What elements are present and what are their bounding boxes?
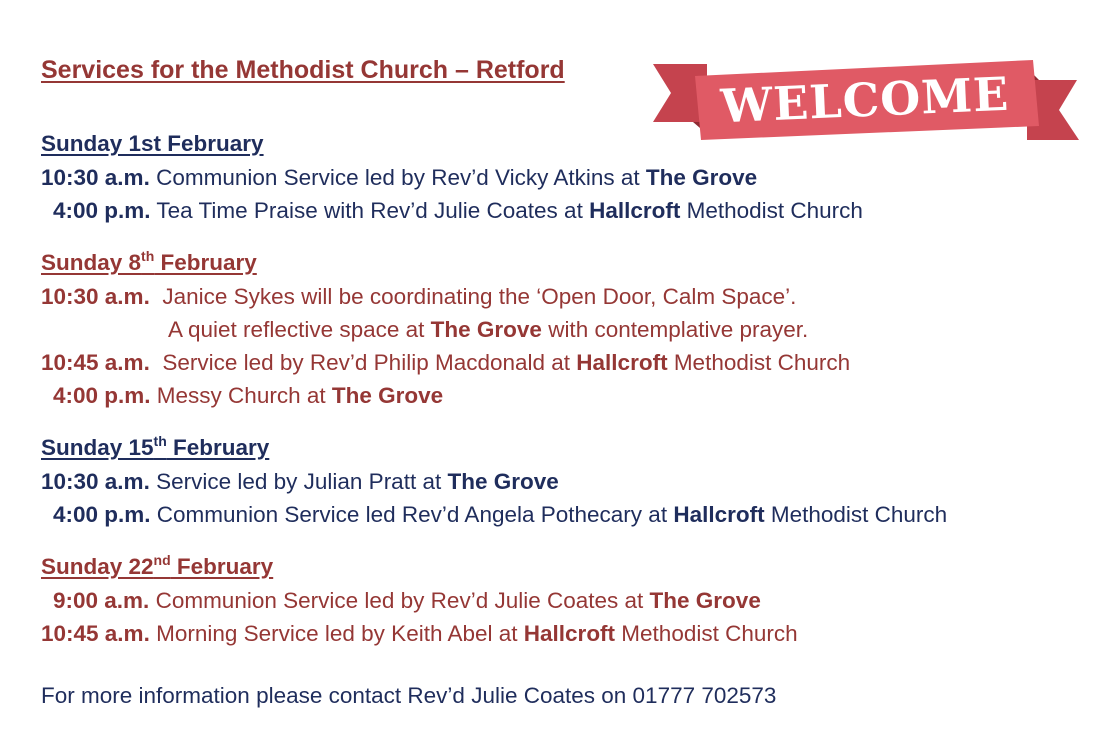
service-time: 10:30 a.m. [41, 469, 150, 494]
venue-name: Hallcroft [523, 621, 616, 646]
service-description: Messy Church at [150, 383, 332, 408]
venue-name: Hallcroft [576, 350, 668, 375]
venue-suffix: Methodist Church [667, 350, 851, 375]
venue-suffix: Methodist Church [615, 621, 798, 646]
banner-text: WELCOME [719, 66, 1011, 134]
service-time: 4:00 p.m. [53, 198, 151, 223]
service-row [41, 346, 1101, 379]
day-heading-text: Sunday 22 [41, 554, 154, 579]
service-description: Morning Service led by Keith Abel at [149, 621, 524, 646]
venue-name: Hallcroft [589, 198, 681, 223]
day-heading-text: Sunday 8 [41, 250, 142, 275]
day-heading-month: February [170, 554, 274, 579]
venue-name: The Grove [645, 165, 758, 190]
service-row [41, 617, 1101, 650]
service-time: 10:45 a.m. [41, 621, 150, 646]
services-notice [41, 54, 1101, 650]
service-row [41, 379, 1101, 412]
venue-name: The Grove [331, 383, 444, 408]
day-ordinal-suffix: th [153, 433, 167, 449]
service-row [41, 161, 1101, 194]
day-heading-text: Sunday 1st February [41, 131, 264, 156]
service-row [41, 280, 1101, 313]
service-description: Communion Service led by Rev’d Vicky Atkins at [149, 165, 646, 190]
page-title: Services for the Methodist Church – Retford [41, 56, 565, 84]
day-heading [41, 552, 1101, 584]
service-day-section [41, 129, 1101, 227]
day-heading-text: Sunday 15 [41, 435, 154, 460]
service-description: Communion Service led by Rev’d Julie Coates at [149, 588, 650, 613]
service-description: Communion Service led Rev’d Angela Pothecary at [150, 502, 674, 527]
venue-name: Hallcroft [673, 502, 765, 527]
service-day-section [41, 433, 1101, 531]
day-heading-month: February [166, 435, 270, 460]
venue-name: The Grove [430, 317, 542, 342]
day-heading [41, 433, 1101, 465]
service-description: Janice Sykes will be coordinating the ‘Open Door, Calm Space’. [149, 284, 797, 309]
day-ordinal-suffix: th [141, 248, 155, 264]
day-heading-month: February [154, 250, 257, 275]
service-time: 4:00 p.m. [53, 383, 151, 408]
day-ordinal-suffix: nd [153, 552, 171, 568]
venue-suffix: Methodist Church [680, 198, 863, 223]
service-time: 10:30 a.m. [41, 284, 150, 309]
service-day-section [41, 552, 1101, 650]
service-row [41, 465, 1101, 498]
service-time: 9:00 a.m. [53, 588, 150, 613]
venue-name: The Grove [649, 588, 761, 613]
service-time: 4:00 p.m. [53, 502, 151, 527]
service-description: Service led by Julian Pratt at [149, 469, 448, 494]
service-day-section [41, 248, 1101, 412]
service-sections [41, 129, 1101, 650]
venue-suffix: with contemplative prayer. [541, 317, 809, 342]
service-row [41, 194, 1101, 227]
service-description: Service led by Rev’d Philip Macdonald at [149, 350, 577, 375]
venue-suffix: Methodist Church [764, 502, 948, 527]
venue-name: The Grove [447, 469, 559, 494]
day-heading [41, 129, 1101, 161]
day-heading [41, 248, 1101, 280]
service-row [41, 498, 1101, 531]
service-row [41, 584, 1101, 617]
service-row [41, 313, 1101, 346]
contact-footer: For more information please contact Rev’d Julie Coates on 01777 702573 [41, 683, 777, 708]
service-description: A quiet reflective space at [168, 317, 431, 342]
service-description: Tea Time Praise with Rev’d Julie Coates at [150, 198, 590, 223]
service-time: 10:30 a.m. [41, 165, 150, 190]
service-time: 10:45 a.m. [41, 350, 150, 375]
